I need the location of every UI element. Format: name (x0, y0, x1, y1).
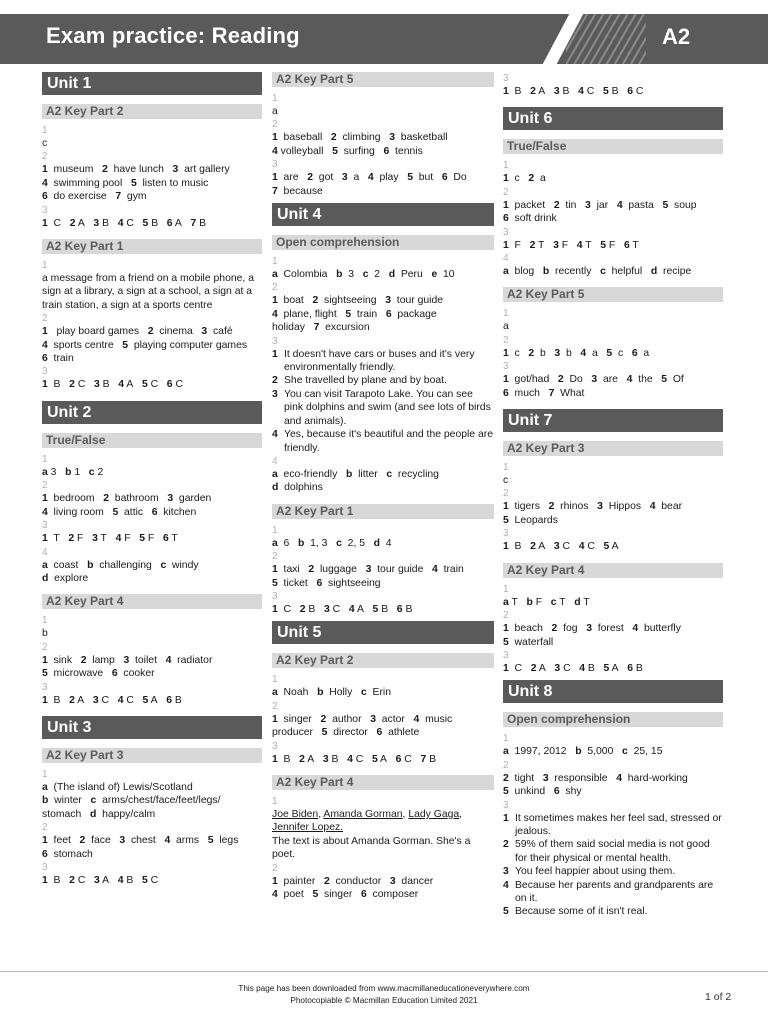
answer-text: 1 bedroom 2 bathroom 3 garden 4 living room 5 attic 6 kitchen (42, 493, 212, 518)
answer-text: 1 F 2 T 3 F 4 T 5 F 6 T (503, 239, 639, 251)
question-number: 3 (42, 681, 48, 693)
question-number: 1 (272, 524, 278, 536)
download-notice: This page has been downloaded from www.macmillaneducationeverywhere.com (238, 984, 530, 993)
answer-text: b (42, 628, 48, 640)
answer-text: 1 beach 2 fog 3 forest 4 butterfly 5 waterfall (503, 623, 681, 648)
unit-6-heading: Unit 6 (503, 107, 723, 130)
column-3 (503, 72, 723, 919)
question-number: 1 (42, 125, 48, 136)
answer-text: 1 feet 2 face 3 chest 4 arms 5 legs 6 stomach (42, 835, 239, 860)
unit-5-heading: Unit 5 (272, 621, 494, 644)
person-name: Joe Biden (272, 808, 319, 820)
unit-1-heading: Unit 1 (42, 72, 262, 95)
unit-6-part-heading: A2 Key Part 5 (503, 287, 723, 302)
question-number: 2 (503, 186, 509, 198)
question-number: 1 (503, 308, 509, 320)
answer-text: 1 T 2 F 3 T 4 F 5 F 6 T (42, 533, 178, 545)
unit-2-part-heading: True/False (42, 433, 262, 448)
unit-2-part-heading: A2 Key Part 4 (42, 594, 262, 609)
column-1 (42, 72, 262, 887)
unit-3-part-heading: A2 Key Part 3 (42, 748, 262, 763)
question-number: 1 (272, 795, 278, 807)
answer-item: 4 Because her parents and grandparents are on it. (503, 879, 714, 904)
question-number: 1 (503, 462, 509, 474)
answer-text: 1 B 2 C 3 A 4 B 5 C (42, 874, 159, 886)
question-number: 2 (42, 151, 48, 163)
answer-text: 1 B 2 A 3 C 4 C 5 A 6 B (42, 694, 182, 706)
question-number: 3 (272, 335, 278, 347)
question-number: 1 (272, 674, 278, 686)
question-number: 2 (42, 480, 48, 492)
question-number: 1 (42, 768, 48, 780)
question-number: 2 (42, 822, 48, 834)
answer-text: 1 c 2 a (503, 173, 546, 185)
question-number: 3 (503, 73, 509, 84)
question-number: 3 (503, 799, 509, 811)
unit-4-part-heading: Open comprehension (272, 235, 494, 250)
question-number: 1 (42, 260, 48, 272)
person-name: Jennifer Lopez. (272, 822, 344, 834)
question-number: 3 (272, 159, 278, 171)
question-number: 2 (42, 313, 48, 325)
unit-4-heading: Unit 4 (272, 203, 494, 226)
question-number: 4 (503, 253, 509, 265)
answer-text: a blog b recently c helpful d recipe (503, 266, 692, 278)
page-header (0, 14, 768, 64)
question-number: 3 (503, 528, 509, 540)
answer-item: 1 It doesn't have cars or buses and it's very environmentally friendly. (272, 348, 475, 374)
answer-text: a Noah b Holly c Erin (272, 687, 391, 699)
unit-1-part-heading: A2 Key Part 1 (42, 239, 262, 254)
answer-text: 1 C 2 B 3 C 4 A 5 B 6 B (272, 603, 413, 615)
answer-item: 2 59% of them said social media is not good for their physical or mental health. (503, 839, 710, 864)
column-2 (272, 72, 494, 901)
answer-text: 1 tigers 2 rhinos 3 Hippos 4 bear 5 Leopards (503, 501, 683, 526)
answer-text: 1 C 2 A 3 C 4 B 5 A 6 B (503, 662, 643, 674)
answer-text: c (503, 475, 509, 487)
part-heading: A2 Key Part 5 (272, 72, 494, 87)
unit-5-part-heading: A2 Key Part 4 (272, 775, 494, 790)
answer-text: 1 baseball 2 climbing 3 basketball 4 volleyball 5 surfing 6 tennis (272, 132, 448, 157)
answer-text: a (272, 106, 278, 117)
question-number: 4 (272, 455, 278, 467)
answer-item: 5 Because some of it isn't real. (503, 906, 648, 918)
question-number: 2 (272, 700, 278, 712)
answer-item: 4 Yes, because it's beautiful and the people are friendly. (272, 429, 493, 454)
answer-text: 1 singer 2 author 3 actor 4 music producer 5 director 6 athlete (272, 713, 453, 739)
question-number: 2 (503, 334, 509, 346)
answer-text: a (503, 321, 509, 333)
unit-8-part-heading: Open comprehension (503, 712, 723, 727)
answer-list (272, 348, 494, 455)
answer-text: 1 packet 2 tin 3 jar 4 pasta 5 soup 6 soft drink (503, 199, 697, 225)
question-number: 2 (272, 862, 278, 874)
question-number: 1 (272, 93, 278, 104)
answer-text: a 3 b 1 c 2 (42, 466, 104, 478)
person-name: Amanda Gorman (323, 808, 403, 820)
answer-text: 1 B 2 A 3 B 4 C 5 A 6 C 7 B (272, 753, 437, 765)
question-number: 4 (42, 546, 48, 558)
answer-text: a (The island of) Lewis/Scotland b winter c arms/chest/face/feet/legs/ stomach d happy/calm (42, 781, 221, 820)
answer-item: 3 You feel happier about using them. (503, 866, 676, 878)
answer-text: 1 taxi 2 luggage 3 tour guide 4 train 5 ticket 6 sightseeing (272, 564, 464, 589)
answer-text: 2 tight 3 responsible 4 hard-working 5 unkind 6 shy (503, 772, 688, 798)
answer-text: a Colombia b 3 c 2 d Peru e 10 (272, 269, 455, 281)
answer-text: 1 painter 2 conductor 3 dancer 4 poet 5 singer 6 composer (272, 875, 434, 900)
unit-7-heading: Unit 7 (503, 409, 723, 432)
question-number: 3 (503, 361, 509, 373)
answer-text: a 6 b 1, 3 c 2, 5 d 4 (272, 537, 392, 549)
answer-text: 1 are 2 got 3 a 4 play 5 but 6 Do 7 because (272, 172, 467, 197)
question-number: 3 (42, 204, 48, 216)
answer-text: 1 got/had 2 Do 3 are 4 the 5 Of 6 much 7 What (503, 374, 684, 399)
answer-text: 1 B 2 A 3 B 4 C 5 B 6 C (503, 86, 644, 97)
question-number: 3 (272, 740, 278, 752)
answer-text: 1 B 2 C 3 B 4 A 5 C 6 C (42, 379, 183, 391)
person-name: Lady Gaga (408, 808, 460, 820)
answer-item: 2 She travelled by plane and by boat. (272, 375, 447, 387)
question-number: 1 (503, 733, 509, 745)
question-number: 2 (503, 610, 509, 622)
unit-8-heading: Unit 8 (503, 680, 723, 703)
question-number: 1 (272, 256, 278, 268)
question-number: 1 (503, 583, 509, 595)
question-number: 2 (272, 282, 278, 294)
answer-text: 1 c 2 b 3 b 4 a 5 c 6 a (503, 347, 650, 359)
answer-text: 1 play board games 2 cinema 3 café 4 sports centre 5 playing computer games 6 train (42, 326, 248, 365)
answer-list (503, 812, 723, 919)
page-title: Exam practice: Reading (46, 23, 300, 48)
unit-5-part-heading: A2 Key Part 2 (272, 653, 494, 668)
question-number: 2 (42, 641, 48, 653)
unit-4-part-heading: A2 Key Part 1 (272, 504, 494, 519)
unit-3-heading: Unit 3 (42, 716, 262, 739)
answer-text: The text is about Amanda Gorman. She's a poet. (272, 835, 471, 861)
answer-text: 1 boat 2 sightseeing 3 tour guide 4 plane, flight 5 train 6 package holiday 7 excursion (272, 295, 444, 334)
answer-item: 1 It sometimes makes her feel sad, stressed or jealous. (503, 812, 722, 837)
question-number: 1 (42, 453, 48, 465)
question-number: 3 (42, 861, 48, 873)
footer-divider (0, 971, 768, 972)
answer-text: Joe Biden, Amanda Gorman, Lady Gaga, Jennifer Lopez. (272, 808, 463, 834)
answer-text: c (42, 138, 48, 149)
unit-2-heading: Unit 2 (42, 401, 262, 424)
page-number: 1 of 2 (705, 991, 732, 1003)
answer-text: 1 C 2 A 3 B 4 C 5 B 6 A 7 B (42, 217, 207, 229)
unit-7-part-heading: A2 Key Part 3 (503, 441, 723, 456)
answer-item: 3 You can visit Tarapoto Lake. You can see pink dolphins and swim (and see lots of birds and animals). (272, 388, 491, 427)
header-stripe-decoration (566, 14, 646, 64)
question-number: 2 (503, 488, 509, 500)
question-number: 2 (272, 551, 278, 563)
question-number: 1 (42, 615, 48, 627)
question-number: 3 (503, 649, 509, 661)
answer-text: a message from a friend on a mobile phone, a sign at a library, a sign at a school, a sign at a train station, a sign at a sports centre (42, 273, 254, 311)
question-number: 2 (272, 119, 278, 131)
answer-text: 1 museum 2 have lunch 3 art gallery 4 swimming pool 5 listen to music 6 do exercise 7 gym (42, 164, 230, 203)
answer-text: a 1997, 2012 b 5,000 c 25, 15 (503, 746, 663, 758)
unit-1-part-heading: A2 Key Part 2 (42, 104, 262, 119)
level-badge: A2 (662, 24, 691, 49)
unit-6-part-heading: True/False (503, 139, 723, 154)
unit-7-part-heading: A2 Key Part 4 (503, 563, 723, 578)
answer-text: a eco-friendly b litter c recycling d dolphins (272, 468, 439, 494)
question-number: 3 (272, 590, 278, 602)
question-number: 1 (503, 160, 509, 172)
answer-text: 1 sink 2 lamp 3 toilet 4 radiator 5 microwave 6 cooker (42, 654, 213, 680)
question-number: 3 (42, 366, 48, 378)
answer-text: a T b F c T d T (503, 596, 590, 608)
answer-text: a coast b challenging c windy d explore (42, 559, 199, 584)
question-number: 2 (503, 759, 509, 771)
question-number: 3 (42, 520, 48, 532)
copyright-notice: Photocopiable © Macmillan Education Limited 2021 (290, 996, 478, 1005)
question-number: 3 (503, 226, 509, 238)
answer-text: 1 B 2 A 3 C 4 C 5 A (503, 541, 619, 553)
